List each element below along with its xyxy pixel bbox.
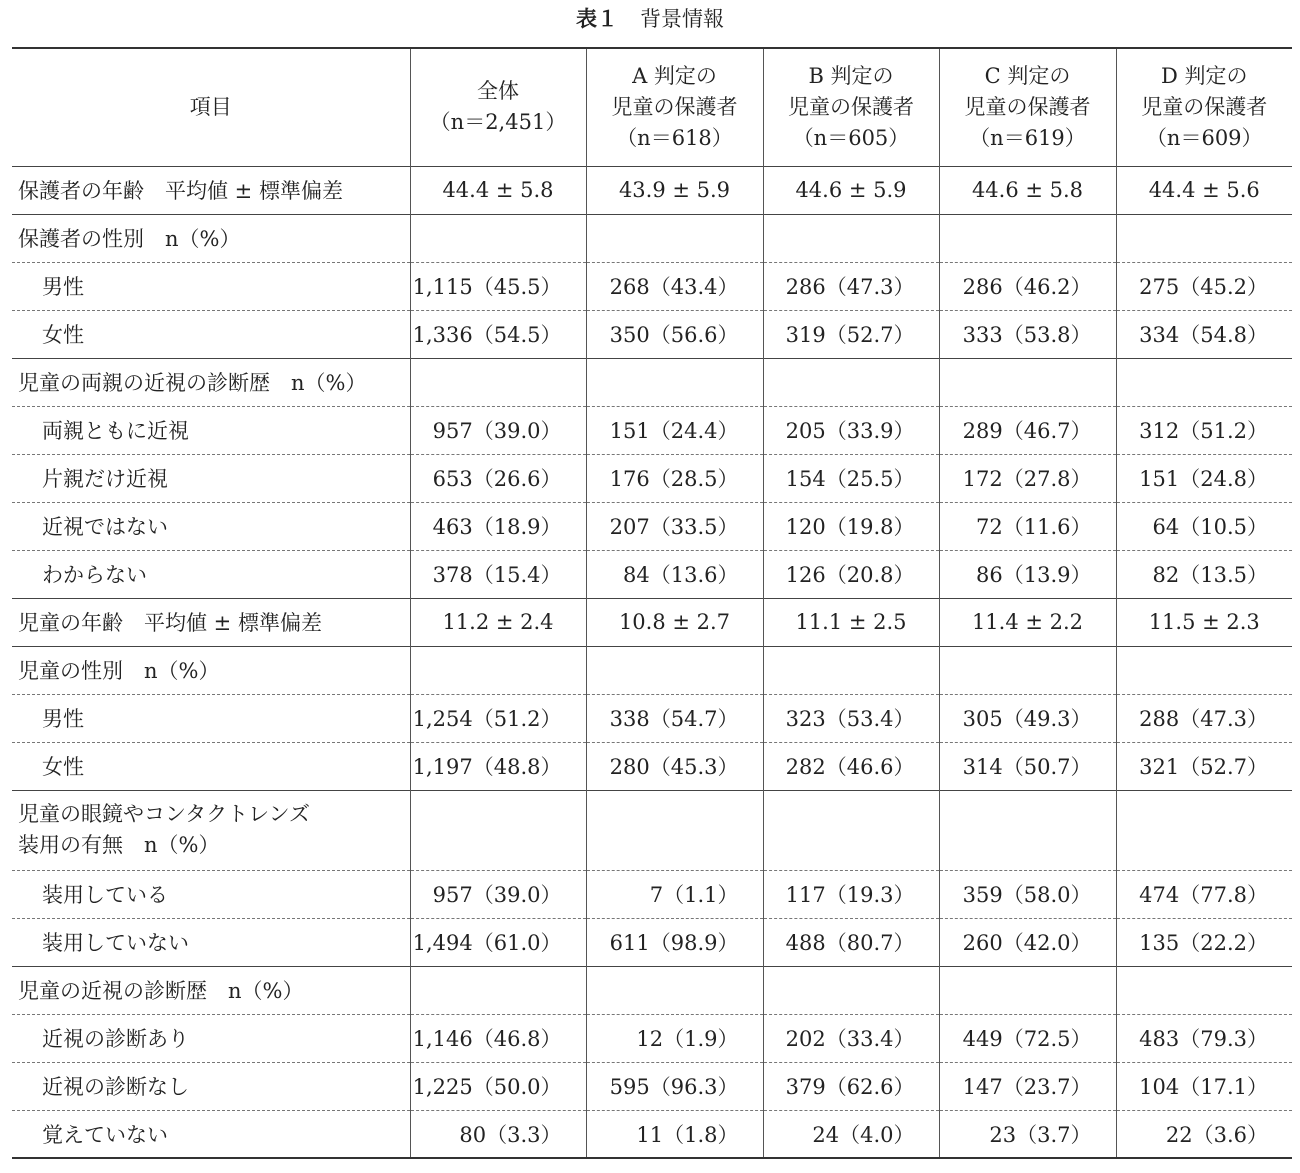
cell-value [1116, 214, 1292, 262]
cell-value: 474（77.8） [1116, 870, 1292, 918]
cell-value: 282（46.6） [763, 742, 939, 790]
header-line: 児童の保護者 [611, 94, 738, 119]
cell-value: 338（54.7） [586, 694, 763, 742]
table-caption [0, 4, 1300, 34]
cell-value: 321（52.7） [1116, 742, 1292, 790]
cell-value: 611（98.9） [586, 918, 763, 966]
cell-value: 483（79.3） [1116, 1014, 1292, 1062]
cell-value: 44.6 ± 5.9 [763, 166, 939, 214]
cell-value [939, 646, 1116, 694]
table-row [12, 550, 1292, 598]
cell-value: 44.4 ± 5.6 [1116, 166, 1292, 214]
table-number: 表１ [576, 7, 618, 31]
table-row [12, 214, 1292, 262]
row-label [12, 310, 410, 358]
cell-value: 268（43.4） [586, 262, 763, 310]
cell-value [763, 358, 939, 406]
row-label-text: 男性 [42, 707, 84, 731]
cell-value: 86（13.9） [939, 550, 1116, 598]
header-line: 児童の保護者 [1141, 94, 1268, 119]
cell-value: 117（19.3） [763, 870, 939, 918]
cell-value [410, 790, 586, 870]
cell-value: 1,197（48.8） [410, 742, 586, 790]
cell-value: 44.4 ± 5.8 [410, 166, 586, 214]
row-label-text: 片親だけ近視 [42, 467, 168, 491]
cell-value [1116, 358, 1292, 406]
cell-value: 350（56.6） [586, 310, 763, 358]
cell-value: 23（3.7） [939, 1110, 1116, 1158]
table-header [12, 48, 1292, 166]
header-row [12, 48, 1292, 166]
cell-value: 286（47.3） [763, 262, 939, 310]
header-line: D 判定の [1160, 63, 1248, 88]
cell-value [410, 646, 586, 694]
cell-value: 24（4.0） [763, 1110, 939, 1158]
table-row [12, 918, 1292, 966]
table-title: 背景情報 [640, 7, 724, 31]
table-row [12, 310, 1292, 358]
row-label [12, 454, 410, 502]
cell-value: 957（39.0） [410, 406, 586, 454]
cell-value: 378（15.4） [410, 550, 586, 598]
table-row [12, 1110, 1292, 1158]
cell-value: 1,494（61.0） [410, 918, 586, 966]
header-group-1 [410, 48, 586, 166]
row-label-text: 近視の診断なし [42, 1075, 189, 1099]
cell-value [763, 214, 939, 262]
row-label [12, 790, 410, 870]
cell-value: 323（53.4） [763, 694, 939, 742]
row-label-text: 覚えていない [42, 1122, 168, 1147]
row-label [12, 694, 410, 742]
row-label-text: 男性 [42, 275, 84, 299]
row-label-text: 児童の近視の診断歴 n（%） [18, 979, 304, 1003]
cell-value: 84（13.6） [586, 550, 763, 598]
header-line: C 判定の [984, 63, 1071, 88]
cell-value [1116, 646, 1292, 694]
cell-value: 1,225（50.0） [410, 1062, 586, 1110]
header-line: 児童の保護者 [964, 94, 1091, 119]
row-label-text: 保護者の年齢 平均値 ± 標準偏差 [18, 179, 343, 203]
row-label-text: 児童の性別 n（%） [18, 659, 220, 683]
cell-value [410, 966, 586, 1014]
header-line: （n＝619） [969, 125, 1086, 150]
cell-value: 151（24.4） [586, 406, 763, 454]
cell-value: 286（46.2） [939, 262, 1116, 310]
row-label-text: 両親ともに近視 [42, 419, 189, 443]
cell-value [586, 214, 763, 262]
cell-value: 333（53.8） [939, 310, 1116, 358]
row-label [12, 262, 410, 310]
cell-value [1116, 790, 1292, 870]
header-group-5 [1116, 48, 1292, 166]
cell-value: 653（26.6） [410, 454, 586, 502]
row-label-text: わからない [42, 563, 147, 587]
cell-value: 202（33.4） [763, 1014, 939, 1062]
row-label [12, 1062, 410, 1110]
cell-value: 11.5 ± 2.3 [1116, 598, 1292, 646]
cell-value [586, 790, 763, 870]
row-label [12, 646, 410, 694]
cell-value: 12（1.9） [586, 1014, 763, 1062]
table-row [12, 502, 1292, 550]
cell-value: 176（28.5） [586, 454, 763, 502]
header-line: 項目 [189, 94, 232, 119]
row-label-text: 女性 [42, 323, 84, 347]
header-line: B 判定の [808, 63, 894, 88]
cell-value [586, 358, 763, 406]
header-line: 児童の保護者 [788, 94, 914, 119]
header-group-3 [763, 48, 939, 166]
cell-value: 334（54.8） [1116, 310, 1292, 358]
row-label-text: 近視ではない [42, 515, 168, 539]
header-group-2 [586, 48, 763, 166]
cell-value: 1,336（54.5） [410, 310, 586, 358]
cell-value: 10.8 ± 2.7 [586, 598, 763, 646]
cell-value: 72（11.6） [939, 502, 1116, 550]
header-line: 全体 [477, 79, 519, 104]
cell-value: 1,254（51.2） [410, 694, 586, 742]
row-label [12, 1110, 410, 1158]
cell-value: 488（80.7） [763, 918, 939, 966]
row-label [12, 214, 410, 262]
row-label-text-line2: 装用の有無 n（%） [18, 833, 220, 857]
cell-value: 289（46.7） [939, 406, 1116, 454]
table-row [12, 742, 1292, 790]
row-label [12, 966, 410, 1014]
cell-value: 43.9 ± 5.9 [586, 166, 763, 214]
row-label-text: 装用している [42, 883, 168, 907]
row-label [12, 1014, 410, 1062]
cell-value: 126（20.8） [763, 550, 939, 598]
table-row [12, 358, 1292, 406]
header-line: （n＝605） [792, 125, 910, 150]
cell-value: 957（39.0） [410, 870, 586, 918]
row-label-text: 装用していない [42, 931, 189, 955]
row-label [12, 550, 410, 598]
table-row [12, 166, 1292, 214]
row-label [12, 870, 410, 918]
row-label-text: 近視の診断あり [42, 1027, 189, 1051]
cell-value: 64（10.5） [1116, 502, 1292, 550]
cell-value: 314（50.7） [939, 742, 1116, 790]
cell-value: 22（3.6） [1116, 1110, 1292, 1158]
row-label [12, 918, 410, 966]
row-label [12, 166, 410, 214]
cell-value: 11.1 ± 2.5 [763, 598, 939, 646]
cell-value: 275（45.2） [1116, 262, 1292, 310]
table-row [12, 262, 1292, 310]
table-row [12, 406, 1292, 454]
cell-value: 11.2 ± 2.4 [410, 598, 586, 646]
cell-value: 135（22.2） [1116, 918, 1292, 966]
cell-value: 205（33.9） [763, 406, 939, 454]
cell-value [763, 966, 939, 1014]
row-label-text: 児童の両親の近視の診断歴 n（%） [18, 371, 367, 395]
cell-value [939, 966, 1116, 1014]
cell-value: 154（25.5） [763, 454, 939, 502]
table-body [12, 166, 1292, 1158]
cell-value: 11.4 ± 2.2 [939, 598, 1116, 646]
cell-value [939, 214, 1116, 262]
row-label [12, 502, 410, 550]
cell-value: 120（19.8） [763, 502, 939, 550]
header-line: （n＝609） [1145, 125, 1263, 150]
table-row [12, 694, 1292, 742]
cell-value [939, 358, 1116, 406]
cell-value [586, 966, 763, 1014]
cell-value [410, 214, 586, 262]
cell-value: 11（1.8） [586, 1110, 763, 1158]
cell-value: 280（45.3） [586, 742, 763, 790]
row-label [12, 358, 410, 406]
cell-value: 147（23.7） [939, 1062, 1116, 1110]
header-group-4 [939, 48, 1116, 166]
cell-value: 260（42.0） [939, 918, 1116, 966]
background-info-table [12, 47, 1292, 1159]
table-row [12, 790, 1292, 870]
cell-value: 7（1.1） [586, 870, 763, 918]
cell-value [410, 358, 586, 406]
table-row [12, 966, 1292, 1014]
cell-value: 172（27.8） [939, 454, 1116, 502]
cell-value [586, 646, 763, 694]
row-label [12, 406, 410, 454]
row-label-text: 女性 [42, 755, 84, 779]
row-label-text: 児童の眼鏡やコンタクトレンズ [18, 802, 311, 826]
row-label [12, 742, 410, 790]
row-label-text: 保護者の性別 n（%） [18, 227, 241, 251]
cell-value: 104（17.1） [1116, 1062, 1292, 1110]
table-row [12, 646, 1292, 694]
cell-value: 288（47.3） [1116, 694, 1292, 742]
cell-value: 449（72.5） [939, 1014, 1116, 1062]
cell-value: 379（62.6） [763, 1062, 939, 1110]
cell-value: 359（58.0） [939, 870, 1116, 918]
cell-value: 319（52.7） [763, 310, 939, 358]
header-line: （n＝618） [616, 125, 733, 150]
table-row [12, 1014, 1292, 1062]
cell-value: 1,146（46.8） [410, 1014, 586, 1062]
row-label-text: 児童の年齢 平均値 ± 標準偏差 [18, 611, 322, 635]
row-label [12, 598, 410, 646]
cell-value: 463（18.9） [410, 502, 586, 550]
header-line: （n＝2,451） [429, 110, 567, 135]
table-row [12, 870, 1292, 918]
table-row [12, 454, 1292, 502]
cell-value: 305（49.3） [939, 694, 1116, 742]
header-line: A 判定の [632, 63, 717, 88]
cell-value: 80（3.3） [410, 1110, 586, 1158]
cell-value [763, 790, 939, 870]
table-row [12, 598, 1292, 646]
cell-value [939, 790, 1116, 870]
cell-value: 595（96.3） [586, 1062, 763, 1110]
cell-value: 1,115（45.5） [410, 262, 586, 310]
table-row [12, 1062, 1292, 1110]
header-item [12, 48, 410, 166]
cell-value: 207（33.5） [586, 502, 763, 550]
cell-value: 82（13.5） [1116, 550, 1292, 598]
cell-value: 44.6 ± 5.8 [939, 166, 1116, 214]
cell-value [763, 646, 939, 694]
cell-value [1116, 966, 1292, 1014]
cell-value: 151（24.8） [1116, 454, 1292, 502]
cell-value: 312（51.2） [1116, 406, 1292, 454]
